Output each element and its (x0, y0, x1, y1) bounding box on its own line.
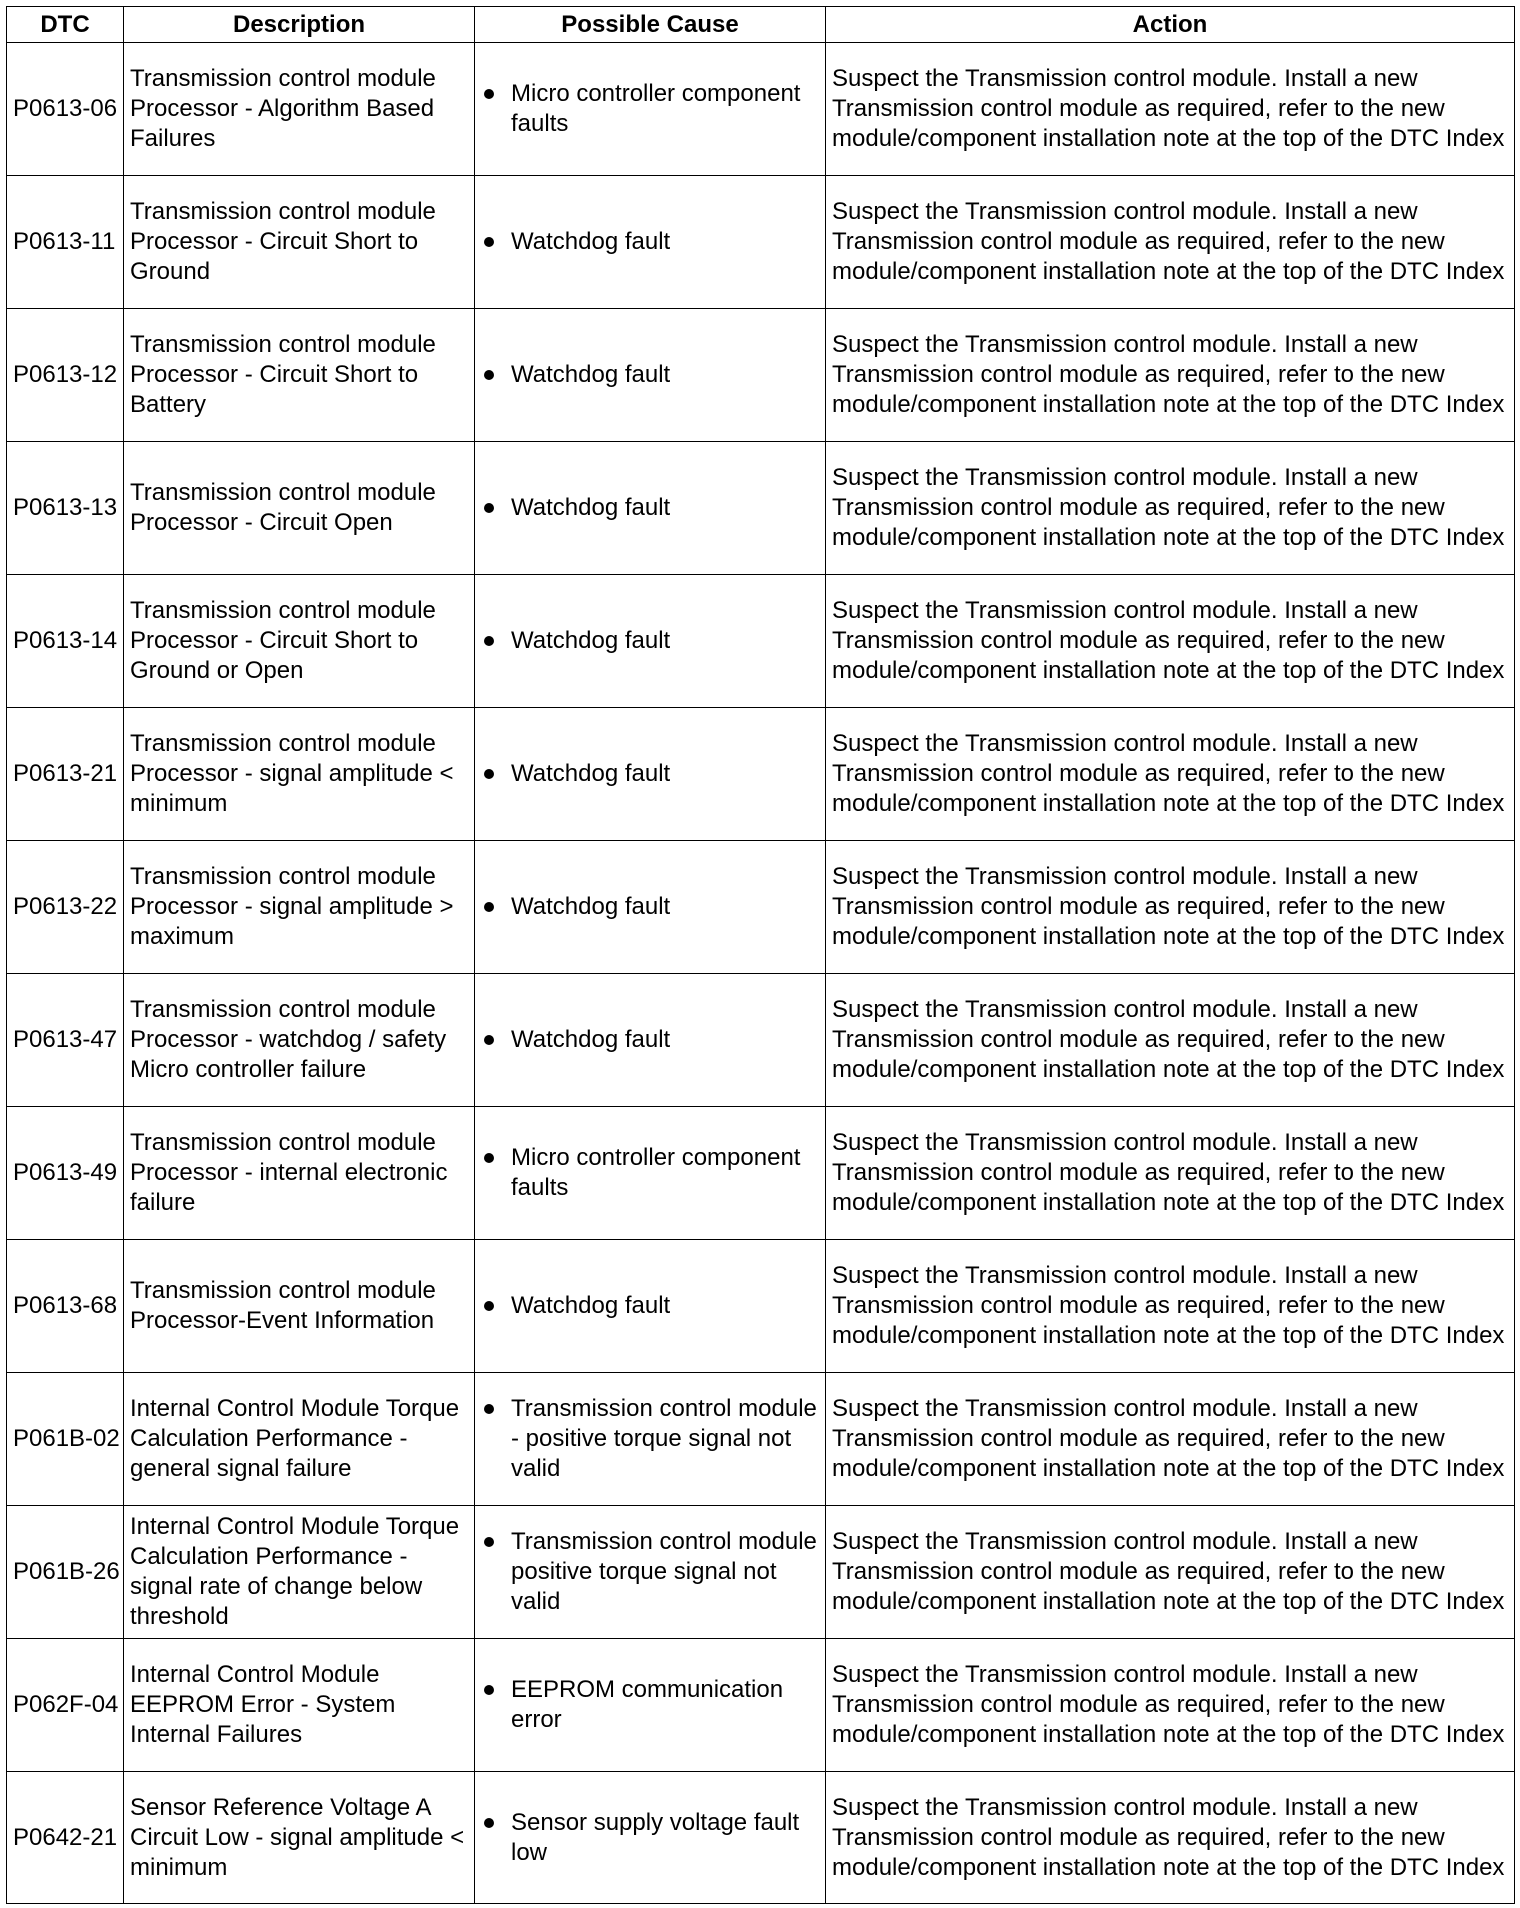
table-row (7, 1240, 1515, 1373)
action-text: Suspect the Transmission control module. Install a new Transmission control module as required, refer to the new module/component installation note at the top of the DTC Index (826, 1506, 1515, 1639)
header-row (7, 7, 1515, 43)
dtc-code: P0642-21 (7, 1772, 124, 1904)
table-row (7, 43, 1515, 176)
possible-cause-bullet-item: Sensor supply voltage fault low (481, 1808, 819, 1868)
dtc-description: Transmission control module Processor - Circuit Short to Battery (124, 309, 475, 442)
possible-cause-cell (475, 442, 826, 575)
possible-cause-bullet-item: Watchdog fault (481, 1025, 819, 1055)
possible-cause-bullet-item: Watchdog fault (481, 360, 819, 390)
possible-cause-cell (475, 176, 826, 309)
possible-cause-bullet-item: EEPROM communication error (481, 1675, 819, 1735)
action-text: Suspect the Transmission control module. Install a new Transmission control module as required, refer to the new module/component installation note at the top of the DTC Index (826, 1373, 1515, 1506)
dtc-code: P0613-06 (7, 43, 124, 176)
action-text: Suspect the Transmission control module. Install a new Transmission control module as required, refer to the new module/component installation note at the top of the DTC Index (826, 708, 1515, 841)
dtc-code: P0613-12 (7, 309, 124, 442)
possible-cause-bullet-item: Watchdog fault (481, 1291, 819, 1321)
possible-cause-cell (475, 1772, 826, 1904)
dtc-code: P061B-02 (7, 1373, 124, 1506)
possible-cause-cell (475, 1373, 826, 1506)
action-text: Suspect the Transmission control module. Install a new Transmission control module as required, refer to the new module/component installation note at the top of the DTC Index (826, 309, 1515, 442)
action-text: Suspect the Transmission control module. Install a new Transmission control module as required, refer to the new module/component installation note at the top of the DTC Index (826, 176, 1515, 309)
table-row (7, 1107, 1515, 1240)
dtc-code: P062F-04 (7, 1639, 124, 1772)
table-row (7, 708, 1515, 841)
action-text: Suspect the Transmission control module. Install a new Transmission control module as required, refer to the new module/component installation note at the top of the DTC Index (826, 974, 1515, 1107)
possible-cause-cell (475, 1639, 826, 1772)
action-text: Suspect the Transmission control module. Install a new Transmission control module as required, refer to the new module/component installation note at the top of the DTC Index (826, 1240, 1515, 1373)
possible-cause-cell (475, 1506, 826, 1639)
dtc-description: Sensor Reference Voltage A Circuit Low - signal amplitude < minimum (124, 1772, 475, 1904)
header-dtc: DTC (7, 7, 124, 43)
dtc-table (6, 6, 1515, 1904)
dtc-code: P061B-26 (7, 1506, 124, 1639)
dtc-description: Internal Control Module Torque Calculation Performance - general signal failure (124, 1373, 475, 1506)
possible-cause-bullet-item: Watchdog fault (481, 493, 819, 523)
possible-cause-bullet-item: Watchdog fault (481, 892, 819, 922)
table-row (7, 974, 1515, 1107)
table-row (7, 176, 1515, 309)
table-row (7, 575, 1515, 708)
dtc-description: Transmission control module Processor - watchdog / safety Micro controller failure (124, 974, 475, 1107)
possible-cause-cell (475, 974, 826, 1107)
table-row (7, 309, 1515, 442)
dtc-description: Transmission control module Processor - Algorithm Based Failures (124, 43, 475, 176)
possible-cause-cell (475, 43, 826, 176)
dtc-description: Internal Control Module EEPROM Error - System Internal Failures (124, 1639, 475, 1772)
dtc-description: Transmission control module Processor - Circuit Short to Ground or Open (124, 575, 475, 708)
possible-cause-bullet-item: Transmission control module - positive torque signal not valid (481, 1394, 819, 1484)
table-row (7, 841, 1515, 974)
action-text: Suspect the Transmission control module. Install a new Transmission control module as required, refer to the new module/component installation note at the top of the DTC Index (826, 841, 1515, 974)
dtc-description: Transmission control module Processor-Event Information (124, 1240, 475, 1373)
table-row (7, 1639, 1515, 1772)
possible-cause-bullet-item: Transmission control module positive torque signal not valid (481, 1527, 819, 1617)
possible-cause-bullet-item: Micro controller component faults (481, 79, 819, 139)
dtc-code: P0613-47 (7, 974, 124, 1107)
table-row (7, 442, 1515, 575)
possible-cause-cell (475, 841, 826, 974)
header-action: Action (826, 7, 1515, 43)
dtc-description: Transmission control module Processor - Circuit Open (124, 442, 475, 575)
header-possible-cause: Possible Cause (475, 7, 826, 43)
possible-cause-cell (475, 708, 826, 841)
possible-cause-cell (475, 575, 826, 708)
table-row (7, 1506, 1515, 1639)
table-body (7, 43, 1515, 1904)
table-row (7, 1772, 1515, 1904)
action-text: Suspect the Transmission control module. Install a new Transmission control module as required, refer to the new module/component installation note at the top of the DTC Index (826, 575, 1515, 708)
dtc-code: P0613-49 (7, 1107, 124, 1240)
action-text: Suspect the Transmission control module. Install a new Transmission control module as required, refer to the new module/component installation note at the top of the DTC Index (826, 43, 1515, 176)
dtc-description: Transmission control module Processor - signal amplitude > maximum (124, 841, 475, 974)
dtc-description: Transmission control module Processor - internal electronic failure (124, 1107, 475, 1240)
action-text: Suspect the Transmission control module. Install a new Transmission control module as required, refer to the new module/component installation note at the top of the DTC Index (826, 442, 1515, 575)
possible-cause-cell (475, 1240, 826, 1373)
dtc-description: Transmission control module Processor - signal amplitude < minimum (124, 708, 475, 841)
dtc-description: Transmission control module Processor - Circuit Short to Ground (124, 176, 475, 309)
action-text: Suspect the Transmission control module. Install a new Transmission control module as required, refer to the new module/component installation note at the top of the DTC Index (826, 1107, 1515, 1240)
possible-cause-cell (475, 1107, 826, 1240)
dtc-code: P0613-13 (7, 442, 124, 575)
possible-cause-bullet-item: Watchdog fault (481, 759, 819, 789)
dtc-code: P0613-21 (7, 708, 124, 841)
dtc-code: P0613-22 (7, 841, 124, 974)
table-row (7, 1373, 1515, 1506)
possible-cause-bullet-item: Micro controller component faults (481, 1143, 819, 1203)
dtc-code: P0613-68 (7, 1240, 124, 1373)
possible-cause-bullet-item: Watchdog fault (481, 626, 819, 656)
action-text: Suspect the Transmission control module. Install a new Transmission control module as required, refer to the new module/component installation note at the top of the DTC Index (826, 1639, 1515, 1772)
dtc-description: Internal Control Module Torque Calculation Performance - signal rate of change below threshold (124, 1506, 475, 1639)
dtc-code: P0613-11 (7, 176, 124, 309)
action-text: Suspect the Transmission control module. Install a new Transmission control module as required, refer to the new module/component installation note at the top of the DTC Index (826, 1772, 1515, 1904)
dtc-code: P0613-14 (7, 575, 124, 708)
header-description: Description (124, 7, 475, 43)
possible-cause-cell (475, 309, 826, 442)
table-header (7, 7, 1515, 43)
possible-cause-bullet-item: Watchdog fault (481, 227, 819, 257)
